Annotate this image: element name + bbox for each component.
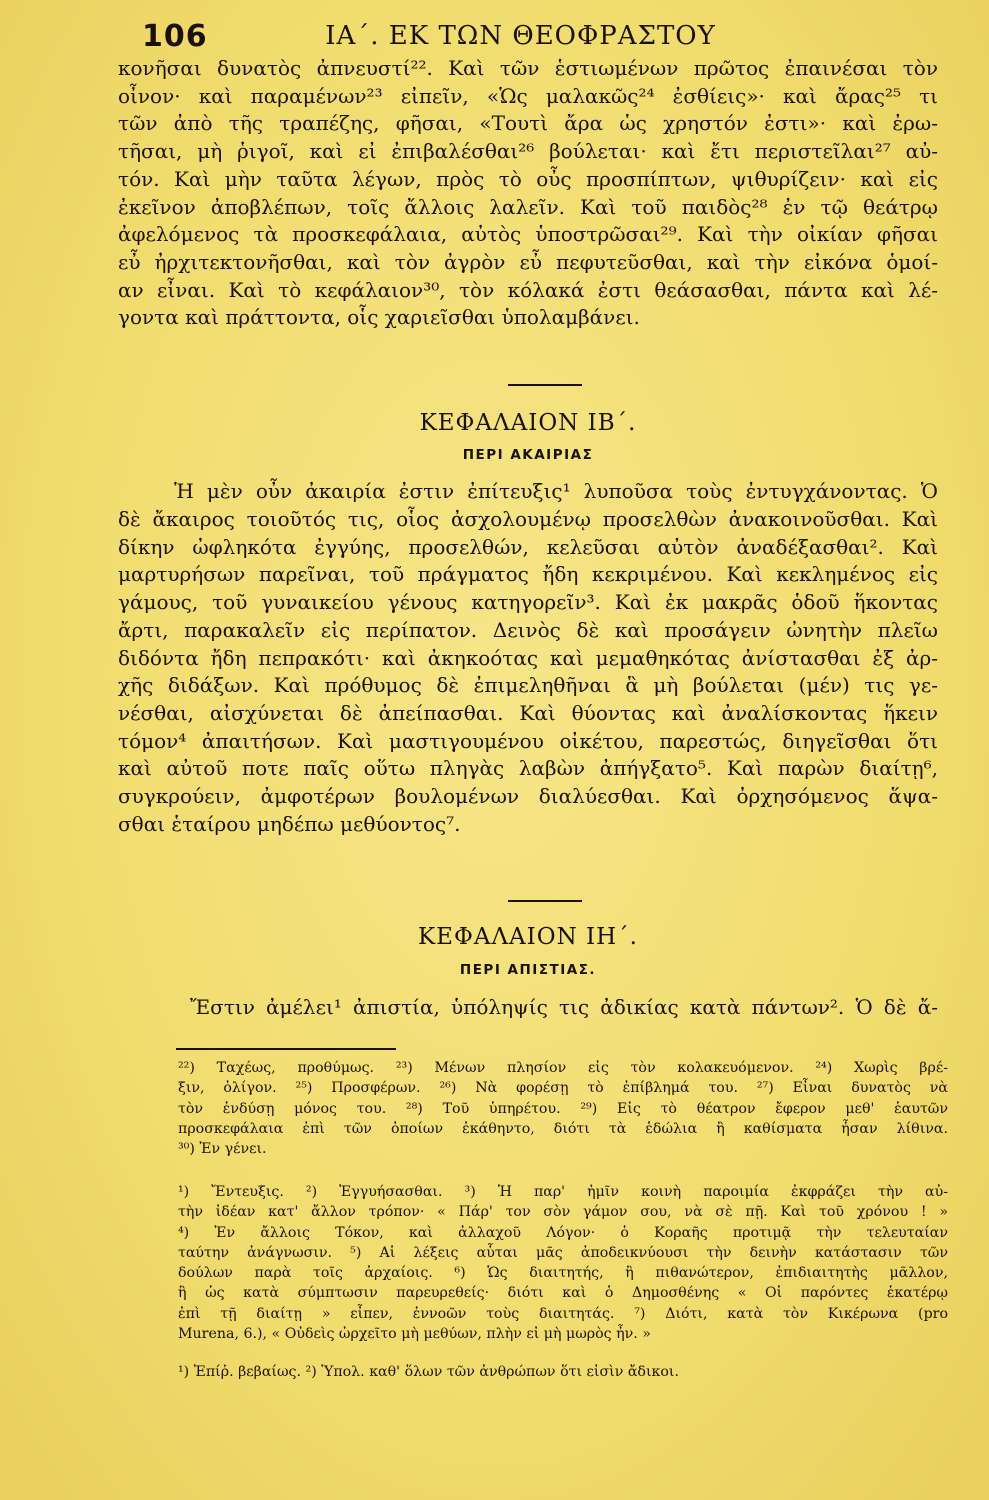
footnote-line: ³⁰) Ἐν γένει. — [178, 1141, 267, 1158]
text-line: τόν. Καὶ μὴν ταῦτα λέγων, πρὸς τὸ οὖς προσπίπτων, ψιθυρίζειν· καὶ εἰς — [118, 166, 938, 191]
footnote-line: τὴν ἰδέαν κατ' ἄλλον τρόπον· « Πάρ' τον σὸν γάμον σου, νὰ σὲ πῇ. Καὶ τοῦ χρόνου ! » — [178, 1204, 948, 1221]
footnote-line: ¹) Ἐπίῤ. βεβαίως. ²) Ὑπολ. καθ' ὅλων τῶν ἀνθρώπων ὅτι εἰσὶν ἄδικοι. — [178, 1364, 679, 1380]
chapter-13-text — [190, 994, 938, 1022]
text-line: σθαι ἑταίρου μηδέπω μεθύοντος⁷. — [118, 811, 461, 836]
text-line: τόμον⁴ ἀπαιτήσων. Καὶ μαστιγουμένου οἰκέτου, παρεστώς, διηγεῖσθαι ὅτι — [118, 728, 938, 753]
text-line: χῆς διδάξων. Καὶ πρόθυμος δὲ ἐπιμεληθῆναι ἃ μὴ βούλεται (μέν) τις γε- — [118, 673, 938, 698]
footnote-line: ¹) Ἔντευξις. ²) Ἐγγυήσασθαι. ³) Ἡ παρ' ἡμῖν κοινὴ παροιμία ἐκφράζει τὴν αὐ- — [178, 1184, 948, 1200]
chapter-title: ΚΕΦΑΛΑΙΟΝ ΙΒ΄. — [419, 410, 637, 436]
text-line: αν εἶναι. Καὶ τὸ κεφάλαιον³⁰, τὸν κόλακά ἐστι θεάσασθαι, πάντα καὶ λέ- — [118, 277, 938, 302]
chapter-12-text — [174, 478, 938, 506]
footnote-rule — [176, 1048, 396, 1050]
text-line: τῆσαι, μὴ ῥιγοῖ, καὶ εἰ ἐπιβαλέσθαι²⁶ βούλεται· καὶ ἔτι περιστεῖλαι²⁷ αὐ- — [118, 139, 938, 164]
chapter-subtitle: ΠΕΡΙ ΑΚΑΙΡΙΑΣ — [462, 447, 594, 463]
footnote-line: ἐπὶ τῇ διαίτῃ » εἶπεν, ἐννοῶν τοὺς διαιτητάς. ⁷) Διότι, κατὰ τὸν Κικέρωνα (pro — [178, 1305, 948, 1322]
text-line: γοντα καὶ πράττοντα, οἷς χαριεῖσθαι ὑπολαμβάνει. — [118, 305, 640, 330]
chapter-12-text-cont — [118, 506, 938, 838]
section-divider — [508, 384, 582, 386]
footnote-line: δούλων παρὰ τοῖς ἀρχαίοις. ⁶) Ὡς διαιτητής, ἢ πιθανώτερον, ἐπιδιαιτητὴς μᾶλλον, — [178, 1265, 948, 1282]
footnotes-group-3 — [178, 1362, 948, 1382]
text-line: οἶνον· καὶ παραμένων²³ εἰπεῖν, «Ὡς μαλακῶς²⁴ ἐσθίεις»· καὶ ἄρας²⁵ τι — [118, 83, 938, 108]
text-line: Ἡ μὲν οὖν ἀκαιρία ἐστιν ἐπίτευξις¹ λυποῦσα τοὺς ἐντυγχάνοντας. Ὁ — [174, 479, 938, 503]
page-number: 106 — [142, 18, 208, 54]
text-line: τῶν ἀπὸ τῆς τραπέζης, φῆσαι, «Τουτὶ ἄρα ὡς χρηστόν ἐστι»· καὶ ἐρω- — [118, 111, 938, 136]
text-line: δίκην ὠφληκότα ἐγγύης, προσελθών, κελεῦσαι αὐτὸν ἀναδέξασθαι². Καὶ — [118, 534, 938, 559]
text-line: ἐκεῖνον ἀποβλέπων, τοῖς ἄλλοις λαλεῖν. Καὶ τοῦ παιδὸς²⁸ ἐν τῷ θεάτρῳ — [118, 194, 938, 219]
chapter-subtitle: ΠΕΡΙ ΑΠΙΣΤΙΑΣ. — [459, 962, 597, 978]
footnote-line: ταύτην ἀνάγνωσιν. ⁵) Αἱ λέξεις αὗται μᾶς ἀποδεικνύουσι τὴν δεινὴν κατάστασιν τῶν — [178, 1244, 948, 1261]
page-header — [142, 14, 899, 58]
text-line: διδόντα ἤδη πεπρακότι· καὶ ἀκηκοότας καὶ μεμαθηκότας ἀνίστασθαι ἐξ ἀρ- — [118, 645, 938, 670]
text-line: δὲ ἄκαιρος τοιοῦτός τις, οἷος ἀσχολουμένῳ προσελθὼν ἀνακοινοῦσθαι. Καὶ — [118, 507, 938, 531]
footnote-line: τὸν ἐνδύσῃ μόνος του. ²⁸) Τοῦ ὑπηρέτου. ²⁹) Εἰς τὸ θέατρον ἔφερον μεθ' ἑαυτῶν — [178, 1100, 948, 1117]
footnotes-group-2 — [178, 1182, 948, 1344]
text-line: Ἔστιν ἀμέλει¹ ἀπιστία, ὑπόληψίς τις ἀδικίας κατὰ πάντων². Ὁ δὲ ἄ- — [190, 995, 938, 1019]
text-line: νέσθαι, αἰσχύνεται δὲ ἀπείπασθαι. Καὶ θύοντας καὶ ἀναλίσκοντας ἥκειν — [118, 700, 938, 725]
text-line: ἄρτι, παρακαλεῖν εἰς περίπατον. Δεινὸς δὲ καὶ προσάγειν ὠνητὴν πλεῖω — [118, 617, 938, 642]
footnotes-group-1 — [178, 1058, 948, 1159]
section-kolakeia-end — [118, 55, 938, 332]
footnote-line: ²²) Ταχέως, προθύμως. ²³) Μένων πλησίον εἰς τὸν κολακευόμενον. ²⁴) Χωρὶς βρέ- — [178, 1060, 948, 1076]
footnote-line: προσκεφάλαια ἐπὶ τῶν ὁποίων ἐκάθηντο, διότι τὰ ἑδώλια ἢ καθίσματα ἦσαν λίθινα. — [178, 1120, 948, 1137]
text-line: ἀφελόμενος τὰ προσκεφάλαια, αὐτὸς ὑποστρῶσαι²⁹. Καὶ τὴν οἰκίαν φῆσαι — [118, 222, 938, 247]
text-line: γάμους, τοῦ γυναικείου γένους κατηγορεῖν³. Καὶ ἐκ μακρᾶς ὁδοῦ ἥκοντας — [118, 590, 938, 615]
text-line: μαρτυρήσων παρεῖναι, τοῦ πράγματος ἤδη κεκριμένου. Καὶ κεκλημένος εἰς — [118, 562, 938, 587]
footnote-line: ξιν, ὀλίγον. ²⁵) Προσφέρων. ²⁶) Νὰ φορέσῃ τὸ ἐπίβλημά του. ²⁷) Εἶναι δυνατὸς νὰ — [178, 1080, 948, 1097]
text-line: καὶ αὐτοῦ ποτε παῖς οὕτω πληγὰς λαβὼν ἀπήγξατο⁵. Καὶ παρὼν διαίτῃ⁶, — [118, 756, 938, 781]
section-divider — [508, 900, 582, 902]
text-line: εὖ ἠρχιτεκτονῆσθαι, καὶ τὸν ἀγρὸν εὖ πεφυτεῦσθαι, καὶ τὴν εἰκόνα ὁμοί- — [118, 249, 938, 274]
footnote-line: ἢ ὡς κατὰ σύμπτωσιν παρευρεθείς· διότι καὶ ὁ Δημοσθένης « Οἱ παρόντες ἑκατέρῳ — [178, 1285, 948, 1302]
text-line: κονῆσαι δυνατὸς ἀπνευστί²². Καὶ τῶν ἑστιωμένων πρῶτος ἐπαινέσαι τὸν — [118, 56, 938, 80]
running-head: ΙΑ΄. ΕΚ ΤΩΝ ΘΕΟΦΡΑΣΤΟΥ — [325, 21, 716, 51]
text-line: συγκρούειν, ἀμφοτέρων βουλομένων διαλύεσθαι. Καὶ ὀρχησόμενος ἅψα- — [118, 784, 938, 809]
footnote-line: Murena, 6.), « Οὐδεὶς ὠρχεῖτο μὴ μεθύων, πλὴν εἰ μὴ μωρὸς ἦν. » — [178, 1326, 651, 1343]
footnote-line: ⁴) Ἐν ἄλλοις Τόκον, καὶ ἀλλαχοῦ Λόγον· ὁ Κοραῆς προτιμᾷ τὴν τελευταίαν — [178, 1224, 948, 1241]
chapter-title: ΚΕΦΑΛΑΙΟΝ ΙΗ΄. — [418, 924, 638, 950]
